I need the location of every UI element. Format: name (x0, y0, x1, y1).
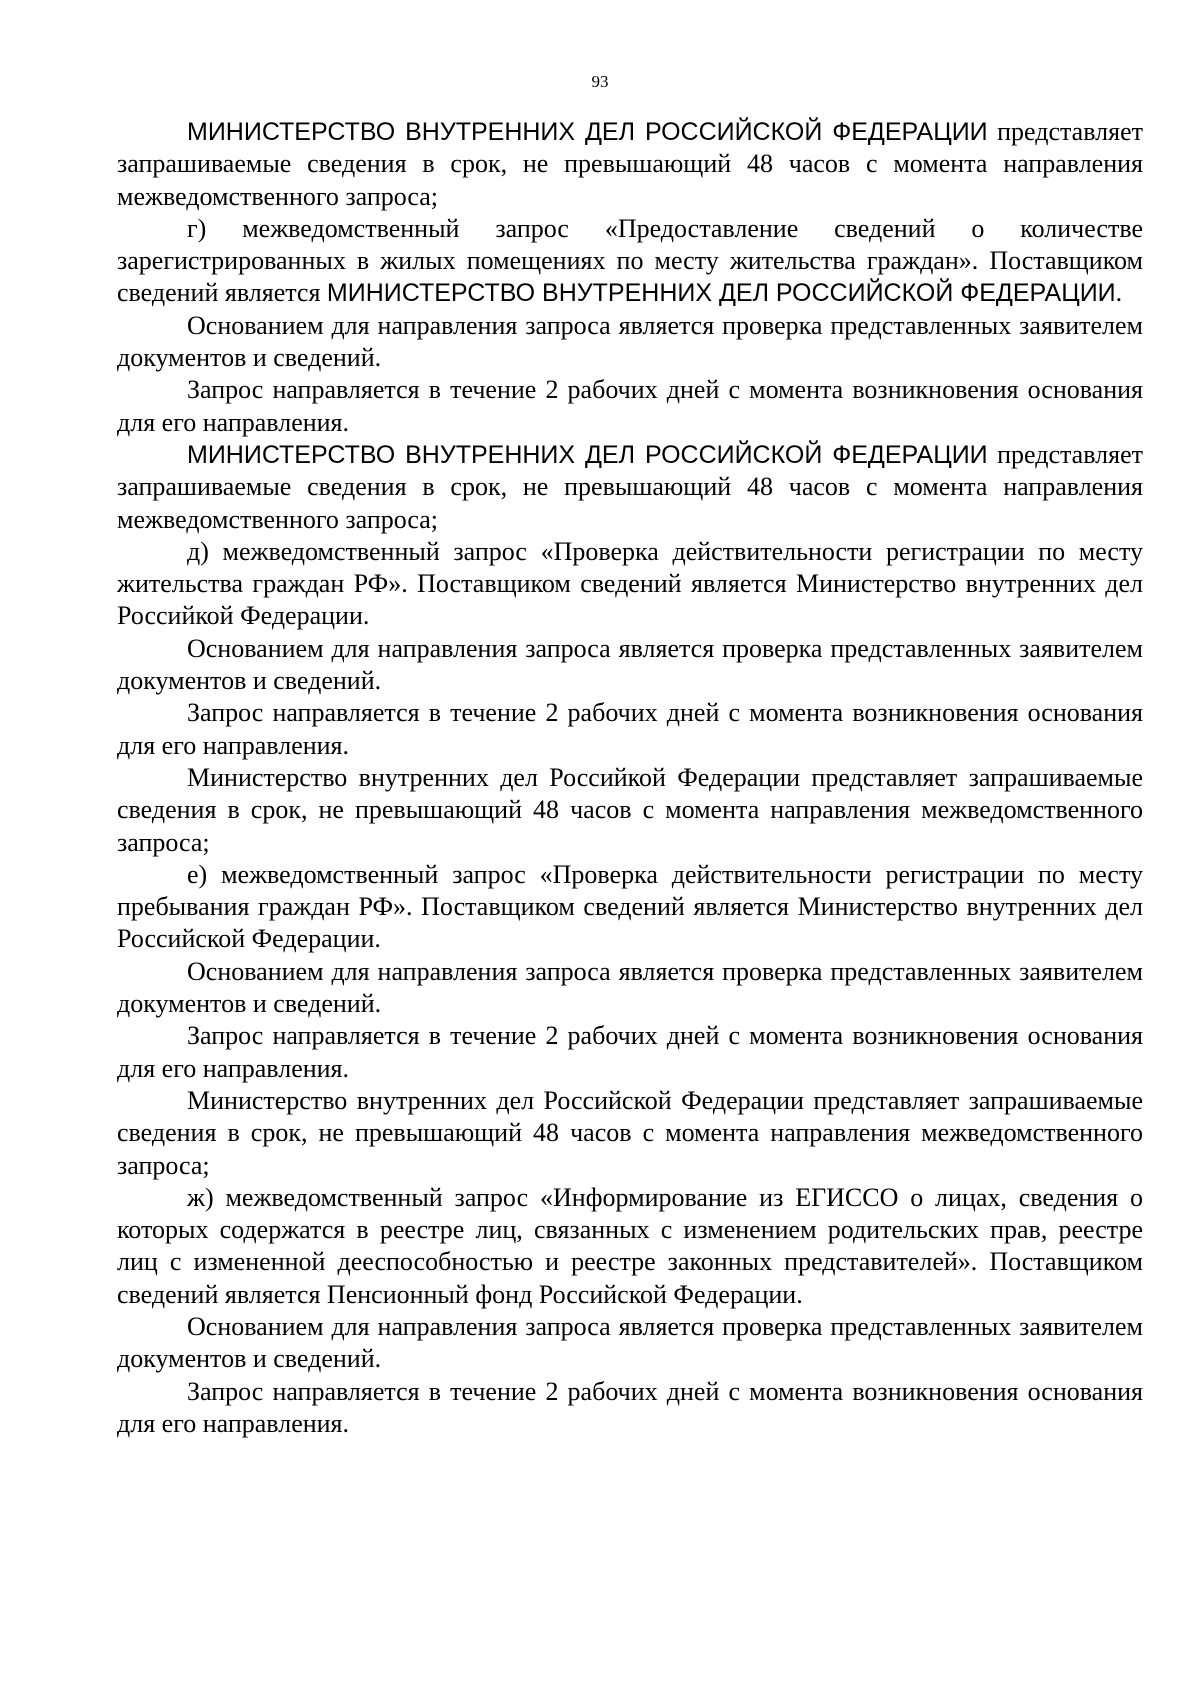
agency-name-caps: МИНИСТЕРСТВО ВНУТРЕННИХ ДЕЛ РОССИЙСКОЙ ФЕДЕРАЦИИ (187, 118, 988, 146)
text-run: Запрос направляется в течение 2 рабочих дней с момента возникновения основания для его направления. (117, 375, 1143, 437)
paragraph (117, 439, 1143, 536)
paragraph (117, 1020, 1143, 1085)
paragraph (117, 762, 1143, 859)
text-run: Основанием для направления запроса является проверка представленных заявителем документов и сведений. (117, 633, 1143, 696)
agency-name-caps: МИНИСТЕРСТВО ВНУТРЕННИХ ДЕЛ РОССИЙСКОЙ ФЕДЕРАЦИИ (326, 279, 1116, 308)
text-run: ж) межведомственный запрос «Информирование из ЕГИССО о лицах, сведения о которых содержатся в реестре лиц, связанных с изменением родительских прав, реестре лиц с измененной дееспособностью и реестре законных представителей». Поставщиком сведений является Пенсионный фонд Российской Федерации. (117, 1182, 1143, 1309)
paragraph (117, 633, 1143, 698)
text-run: д) межведомственный запрос «Проверка действительности регистрации по месту жительства граждан РФ». Поставщиком сведений является Министерство внутренних дел Российкой Федерации. (117, 536, 1143, 631)
text-run: г) межведомственный запрос «Предоставление сведений о количестве зарегистрированных в жилых помещениях по месту жительства граждан». Поставщиком сведений является (117, 213, 1143, 308)
text-run: Запрос направляется в течение 2 рабочих дней с момента возникновения основания для его направления. (117, 698, 1143, 760)
text-run: Запрос направляется в течение 2 рабочих дней с момента возникновения основания для его направления. (117, 1376, 1143, 1438)
page-number: 93 (591, 72, 609, 91)
paragraph (117, 213, 1143, 310)
paragraph (117, 536, 1143, 633)
paragraph (117, 310, 1143, 375)
paragraph (117, 697, 1143, 762)
text-run: Министерство внутренних дел Российской Федерации представляет запрашиваемые сведения в срок, не превышающий 48 часов с момента направления межведомственного запроса; (117, 1085, 1143, 1180)
paragraph (117, 374, 1143, 439)
paragraph (117, 116, 1143, 213)
document-body (117, 116, 1143, 1440)
paragraph (117, 1182, 1143, 1311)
text-run: Основанием для направления запроса является проверка представленных заявителем документов и сведений. (117, 310, 1143, 373)
paragraph (117, 1376, 1143, 1441)
text-run: представляет запрашиваемые сведения в срок, не превышающий 48 часов с момента направления межведомственного запроса; (117, 117, 1143, 211)
paragraph (117, 1085, 1143, 1182)
text-run: Основанием для направления запроса является проверка представленных заявителем документов и сведений. (117, 956, 1143, 1019)
text-run: . (1115, 278, 1123, 308)
paragraph (117, 859, 1143, 956)
paragraph (117, 956, 1143, 1021)
text-run: Основанием для направления запроса является проверка представленных заявителем документов и сведений. (117, 1311, 1143, 1374)
text-run: Запрос направляется в течение 2 рабочих дней с момента возникновения основания для его направления. (117, 1021, 1143, 1083)
text-run: представляет запрашиваемые сведения в срок, не превышающий 48 часов с момента направления межведомственного запроса; (117, 439, 1143, 534)
paragraph (117, 1311, 1143, 1376)
agency-name-caps: МИНИСТЕРСТВО ВНУТРЕННИХ ДЕЛ РОССИЙСКОЙ ФЕДЕРАЦИИ (187, 440, 988, 469)
text-run: Министерство внутренних дел Российкой Федерации представляет запрашиваемые сведения в срок, не превышающий 48 часов с момента направления межведомственного запроса; (117, 762, 1143, 857)
text-run: е) межведомственный запрос «Проверка действительности регистрации по месту пребывания граждан РФ». Поставщиком сведений является Министерство внутренних дел Российской Федерации. (117, 859, 1143, 954)
